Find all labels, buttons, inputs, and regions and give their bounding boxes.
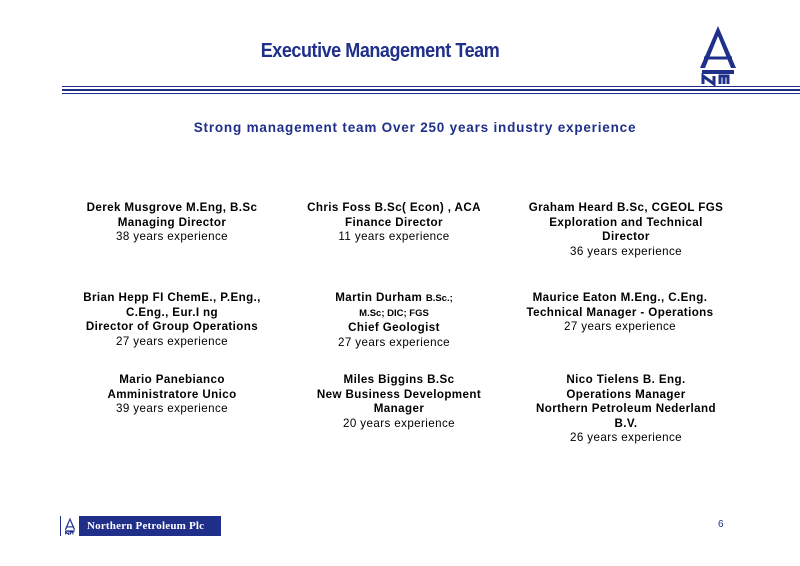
person-name: C.Eng., Eur.I ng — [125, 305, 219, 319]
person-experience: 27 years experience — [563, 320, 676, 333]
person-name: Chris Foss B.Sc( Econ) , ACA — [307, 201, 481, 214]
person-card — [52, 201, 292, 245]
person-experience: 27 years experience — [337, 335, 450, 349]
person-name-text: Martin Durham — [335, 291, 423, 304]
person-name: Graham Heard B.Sc, CGEOL FGS — [528, 201, 724, 214]
person-name — [274, 291, 514, 307]
person-role: Technical Manager - Operations — [526, 305, 714, 319]
person-name: Brian Hepp FI ChemE., P.Eng., — [83, 291, 261, 304]
footer-logo — [60, 516, 221, 536]
person-card — [506, 373, 746, 446]
person-role: New Business Development — [316, 387, 482, 401]
person-experience: 27 years experience — [115, 334, 228, 348]
person-experience: 11 years experience — [338, 230, 450, 243]
person-role: Operations Manager — [566, 387, 686, 401]
person-role: Chief Geologist — [348, 321, 440, 334]
person-card — [279, 373, 519, 431]
person-experience: 39 years experience — [115, 402, 228, 415]
person-name: Nico Tielens B. Eng. — [566, 373, 686, 386]
person-experience: 26 years experience — [569, 431, 682, 444]
person-role: Northern Petroleum Nederland — [536, 402, 716, 415]
northern-petroleum-logo-icon — [61, 516, 79, 536]
page-number: 6 — [718, 519, 724, 530]
person-role: Exploration and Technical Director — [549, 215, 703, 243]
person-name: Derek Musgrove M.Eng, B.Sc — [86, 201, 258, 214]
person-role: Manager — [373, 402, 425, 415]
person-card — [52, 373, 292, 417]
person-experience: 36 years experience — [569, 244, 682, 258]
person-card — [500, 291, 740, 335]
person-experience: 38 years experience — [115, 230, 228, 243]
person-role: Finance Director — [345, 215, 443, 229]
person-experience: 20 years experience — [342, 416, 455, 430]
person-name: Miles Biggins B.Sc — [343, 373, 455, 386]
person-name: Mario Panebianco — [119, 373, 225, 386]
person-card — [274, 291, 514, 350]
person-card — [506, 201, 746, 259]
header-rule — [62, 86, 800, 87]
header-rule — [62, 89, 800, 91]
person-role: B.V. — [614, 416, 638, 430]
person-name: Maurice Eaton M.Eng., C.Eng. — [532, 291, 708, 304]
person-card — [52, 291, 292, 349]
person-role: Director of Group Operations — [85, 320, 259, 333]
person-card — [274, 201, 514, 245]
header-rule — [62, 93, 800, 94]
page-title: Executive Management Team — [260, 40, 500, 62]
person-role: Managing Director — [117, 215, 227, 229]
northern-petroleum-logo — [694, 24, 742, 86]
person-qualification: B.Sc.; — [425, 293, 453, 304]
person-qualification: M.Sc; DIC; FGS — [359, 307, 429, 319]
subtitle: Strong management team Over 250 years industry experience — [193, 120, 637, 135]
footer-company-name: Northern Petroleum Plc — [87, 520, 205, 532]
person-role: Amministratore Unico — [107, 387, 237, 401]
